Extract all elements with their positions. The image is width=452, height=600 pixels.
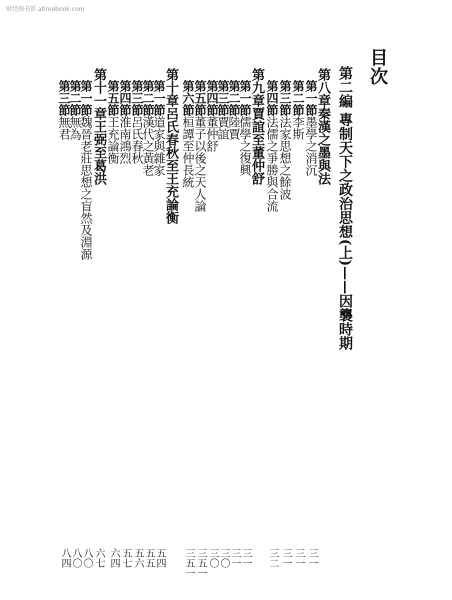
heading-char-1: 目 — [370, 48, 388, 69]
entry-label: 第一節 — [152, 80, 166, 116]
part-label: 第二編 — [337, 66, 353, 108]
entry-page-number: 八〇 — [70, 548, 81, 568]
toc-section[interactable] — [119, 80, 131, 580]
entry-label: 第一節 — [238, 80, 252, 116]
toc-section[interactable] — [131, 80, 143, 580]
entry-title: 王弼至葛洪 — [91, 120, 106, 185]
toc-section[interactable] — [266, 80, 278, 580]
entry-label: 第四節 — [265, 80, 279, 116]
entry-label: 第二節 — [141, 80, 155, 116]
watermark: 财经图书馆 atimebook.com — [6, 6, 85, 13]
entry-page-number: 五五 — [143, 548, 154, 568]
toc-section[interactable] — [58, 80, 70, 580]
entry-title: 呂氏春秋至王充論衡 — [163, 107, 178, 224]
entry-label: 第五節 — [193, 80, 207, 116]
entry-title: 漢代之黃老 — [141, 116, 155, 176]
entry-page-number: 三一 — [306, 548, 317, 568]
entry-label: 第一節 — [304, 80, 318, 116]
entry-page-number: 六四 — [108, 548, 119, 568]
entry-page-number: 三一 — [240, 548, 251, 568]
entry-title: 賈誼至董仲舒 — [249, 107, 264, 185]
entry-label: 第八章 — [315, 68, 330, 107]
entry-label: 第十章 — [163, 68, 178, 107]
entry-page-number: 三一 — [293, 548, 304, 568]
entry-title: 法儒之爭勝與合流 — [265, 116, 279, 212]
entry-label: 第四節 — [118, 80, 132, 116]
entry-page-number: 三一 — [280, 548, 291, 568]
entry-label: 第四節 — [205, 80, 219, 116]
entry-title: 秦漢之墨與法 — [315, 107, 330, 185]
entry-label: 第三節 — [216, 80, 230, 116]
entry-title: 桓譚至仲長統 — [181, 116, 195, 188]
entry-title: 淮南鴻烈 — [118, 116, 132, 164]
entry-label: 第十一章 — [91, 68, 106, 120]
entry-label: 第一節 — [79, 80, 93, 116]
entry-page-number: 五四 — [154, 548, 165, 568]
entry-page-number: 八〇 — [81, 548, 92, 568]
toc-section[interactable] — [206, 80, 218, 580]
entry-page-number: 三〇 — [218, 548, 229, 568]
entry-label: 第九章 — [249, 68, 264, 107]
entry-label: 第五節 — [106, 80, 120, 116]
entry-label: 第三節 — [130, 80, 144, 116]
entry-page-number: 六七 — [93, 548, 104, 568]
entry-page-number: 五六 — [132, 548, 143, 568]
toc-section[interactable] — [228, 80, 240, 580]
entry-label: 第三節 — [278, 80, 292, 116]
entry-title: 賈誼 — [216, 116, 230, 140]
toc-section[interactable] — [217, 80, 229, 580]
entry-page-number: 三五一 — [183, 548, 194, 578]
entry-title: 儒學之復興 — [238, 116, 252, 176]
toc-section[interactable] — [305, 80, 317, 580]
toc-chapter[interactable] — [92, 68, 105, 568]
heading-char-2: 次 — [370, 66, 388, 88]
entry-page-number: 三〇 — [207, 548, 218, 568]
entry-title: 王充論衡 — [106, 116, 120, 164]
entry-label: 第二節 — [291, 80, 305, 116]
toc-section[interactable] — [239, 80, 251, 580]
entry-title: 陸賈 — [227, 116, 241, 140]
entry-label: 第二節 — [227, 80, 241, 116]
entry-label: 第二節 — [68, 80, 82, 116]
entry-title: 董仲舒 — [205, 116, 219, 152]
entry-label: 第三節 — [57, 80, 71, 116]
entry-title: 呂氏春秋 — [130, 116, 144, 164]
entry-page-number: 三二 — [267, 548, 278, 568]
entry-page-number: 八四 — [59, 548, 70, 568]
part-heading — [338, 66, 352, 566]
entry-title: 董子以後之天人論 — [193, 116, 207, 212]
part-title: 專制天下之政治思想(上)——因襲時期 — [337, 112, 353, 351]
toc-section[interactable] — [292, 80, 304, 580]
toc-section[interactable] — [80, 80, 92, 580]
entry-page-number: 三一 — [229, 548, 240, 568]
entry-page-number: 三五一 — [195, 548, 206, 578]
entry-title: 無君 — [57, 116, 71, 140]
toc-heading — [368, 50, 390, 88]
toc-section[interactable] — [107, 80, 119, 580]
entry-title: 魏晉老莊思想之盲然及淵源 — [79, 116, 93, 260]
entry-label: 第六節 — [181, 80, 195, 116]
entry-title: 李斯 — [291, 116, 305, 140]
toc-section[interactable] — [69, 80, 81, 580]
entry-title: 法家思想之餘波 — [278, 116, 292, 200]
entry-title: 道家與雜家 — [152, 116, 166, 176]
toc-section[interactable] — [182, 80, 194, 580]
entry-page-number: 五七 — [120, 548, 131, 568]
toc-section[interactable] — [194, 80, 206, 580]
toc-section[interactable] — [279, 80, 291, 580]
entry-title: 無為 — [68, 116, 82, 140]
entry-title: 墨學之消沉 — [304, 116, 318, 176]
